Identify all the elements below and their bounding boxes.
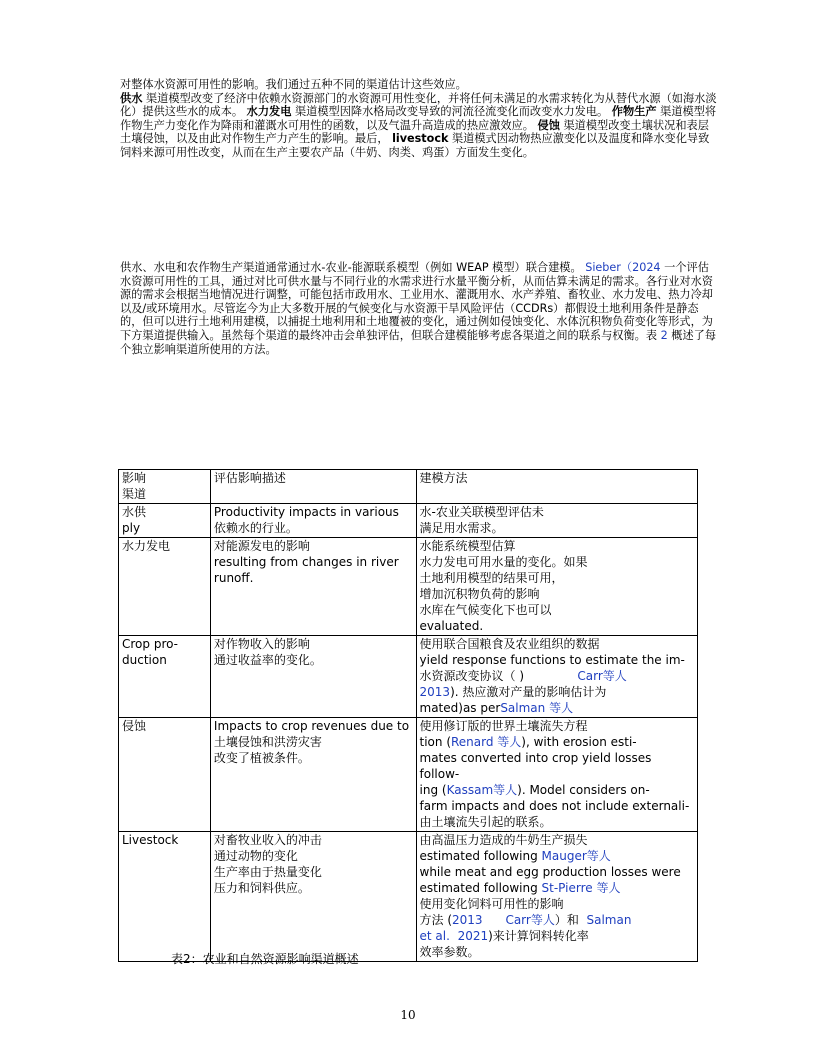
method-cell [416, 636, 697, 718]
method-text: while meat and egg production losses were estimated following [419, 865, 681, 895]
table-caption: 表2：农业和自然资源影响渠道概述 [171, 952, 359, 966]
table-row [119, 718, 698, 832]
table-row [119, 538, 698, 636]
method-cell [416, 538, 697, 636]
citation-link[interactable]: et al. [419, 929, 450, 943]
erosion-label: 侵蚀 [537, 118, 560, 132]
method-text: )来计算饲料转化率 效率参数。 [419, 929, 589, 959]
channel-cell: 水供 ply [119, 504, 211, 538]
channel-cell: 水力发电 [119, 538, 211, 636]
crop-production-label: 作物生产 [611, 105, 657, 119]
channel-cell: Crop pro- duction [119, 636, 211, 718]
method-text: 使用修订版的世界土壤流失方程 tion ( [419, 719, 588, 749]
paragraph-channels-intro [120, 78, 720, 160]
citation-link[interactable]: St-Pierre 等人 [541, 881, 621, 895]
method-text [483, 913, 506, 927]
channels-table [118, 469, 698, 962]
impact-cell: Productivity impacts in various 依赖水的行业。 [210, 504, 416, 538]
citation-link[interactable]: Salman 等人 [500, 701, 574, 715]
channels-table-body [119, 470, 698, 962]
impact-cell: 对畜牧业收入的冲击 通过动物的变化 生产率由于热量变化 压力和饲料供应。 [210, 832, 416, 962]
citation-link[interactable]: 2013 [419, 685, 451, 699]
hydropower-text: 渠道模型因降水格局改变导致的河流径流变化而改变水力发电。 [294, 105, 609, 119]
method-text: ), with erosion esti- mates converted into crop yield losses follow- ing ( [419, 735, 656, 797]
livestock-label: livestock [392, 132, 449, 146]
header-channel: 影响 渠道 [119, 470, 211, 504]
para2-text-a: 供水、水电和农作物生产渠道通常通过水-农业-能源联系模型（例如 WEAP 模型）联合建模。 [120, 261, 582, 274]
method-cell [416, 504, 697, 538]
water-supply-label: 供水 [120, 91, 143, 105]
method-cell [416, 718, 697, 832]
citation-link[interactable]: 2021 [457, 929, 489, 943]
water-supply-text: 渠道模型改变了经济中依赖水资源部门的水资源可用性变化，并将任何未满足的水需求转化为从替代水源（如海水淡化）提供这些水的成本。 [120, 91, 717, 119]
citation-link[interactable]: Kassam等人 [446, 783, 518, 797]
crop-production-text: 渠道模型将作物生产力变化作为降雨和灌溉水可用性的函数，以及气温升高造成的热应激效应。 [120, 105, 717, 132]
method-text [450, 929, 458, 943]
para1-line1: 对整体水资源可用性的影响。我们通过五种不同的渠道估计这些效应。 [120, 78, 467, 91]
hydropower-label: 水力发电 [246, 105, 292, 119]
citation-link[interactable]: Carr等人 [577, 669, 627, 683]
citation-link[interactable]: Renard 等人 [451, 735, 522, 749]
page-number: 10 [400, 1008, 416, 1022]
method-text: 使用变化饲料可用性的影响 方法 ( [419, 897, 564, 927]
method-text: 水-农业关联模型评估未 满足用水需求。 [419, 505, 544, 535]
para2-text-c: 概述了每个独立影响渠道所使用的方法。 [120, 328, 717, 356]
method-text: ). Model considers on- farm impacts and does not include externali- 由土壤流失引起的联系。 [419, 783, 690, 829]
para2-text-b: 一个评估水资源可用性的工具，通过对比可供水量与不同行业的水需求进行水量平衡分析，从而估算未满足的需求。各行业对水资源的需求会根据当地情况进行调整，可能包括市政用水、工业用水、灌溉用水、水产养殖、畜牧业、水力发电、热力冷却以及/或环境用水。尽管迄今为止大多数开展的气候变化与水资源干旱风险评估（CCDRs）都假设土地利用条件是静态的，但可以进行土地利用建模，以捕捉土地利用和土地覆被的变化，通过例如侵蚀变化、水体沉积物负荷变化等形式，为下方渠道提供输入。虽然每个渠道的最终冲击会单独评估，但联合建模能够考虑各渠道之间的联系与权衡。表 [120, 261, 713, 342]
impact-cell: 对能源发电的影响 resulting from changes in river runoff. [210, 538, 416, 636]
citation-link[interactable]: Salman [586, 913, 632, 927]
impact-cell: 对作物收入的影响 通过收益率的变化。 [210, 636, 416, 718]
table-header-row [119, 470, 698, 504]
method-text: 水能系统模型估算 水力发电可用水量的变化。如果 土地利用模型的结果可用， 增加沉积物负荷的影响 水库在气候变化下也可以 evaluated. [419, 539, 588, 633]
table-row [119, 636, 698, 718]
channel-cell: Livestock [119, 832, 211, 962]
method-text: 使用联合国粮食及农业组织的数据 yield response functions to estimate the im- 水资源改变协议（ ) [419, 637, 685, 683]
method-text: ). 热应激对产量的影响估计为 mated)as per [419, 685, 607, 715]
header-method: 建模方法 [416, 470, 697, 504]
livestock-text: 渠道模式因动物热应激变化以及温度和降水变化导致饲料来源可用性改变，从而在生产主要农产品（牛奶、肉类、鸡蛋）方面发生变化。 [120, 132, 710, 159]
method-text: 由高温压力造成的牛奶生产损失 estimated following [419, 833, 588, 863]
table-row [119, 504, 698, 538]
method-cell [416, 832, 697, 962]
table-reference-link[interactable]: 2 [660, 328, 668, 342]
channel-cell: 侵蚀 [119, 718, 211, 832]
citation-link[interactable]: Carr等人 [505, 913, 555, 927]
header-impact: 评估影响描述 [210, 470, 416, 504]
paragraph-joint-modeling [120, 261, 720, 356]
citation-link[interactable]: 2013 [452, 913, 483, 927]
erosion-text: 渠道模型改变土壤状况和表层土壤侵蚀，以及由此对作物生产力产生的影响。最后， [120, 118, 709, 146]
impact-cell: Impacts to crop revenues due to 土壤侵蚀和洪涝灾害 改变了植被条件。 [210, 718, 416, 832]
citation-sieber-link[interactable]: Sieber（2024 [585, 261, 661, 274]
table-row [119, 832, 698, 962]
citation-link[interactable]: Mauger等人 [541, 849, 611, 863]
method-text: ）和 [554, 913, 587, 927]
